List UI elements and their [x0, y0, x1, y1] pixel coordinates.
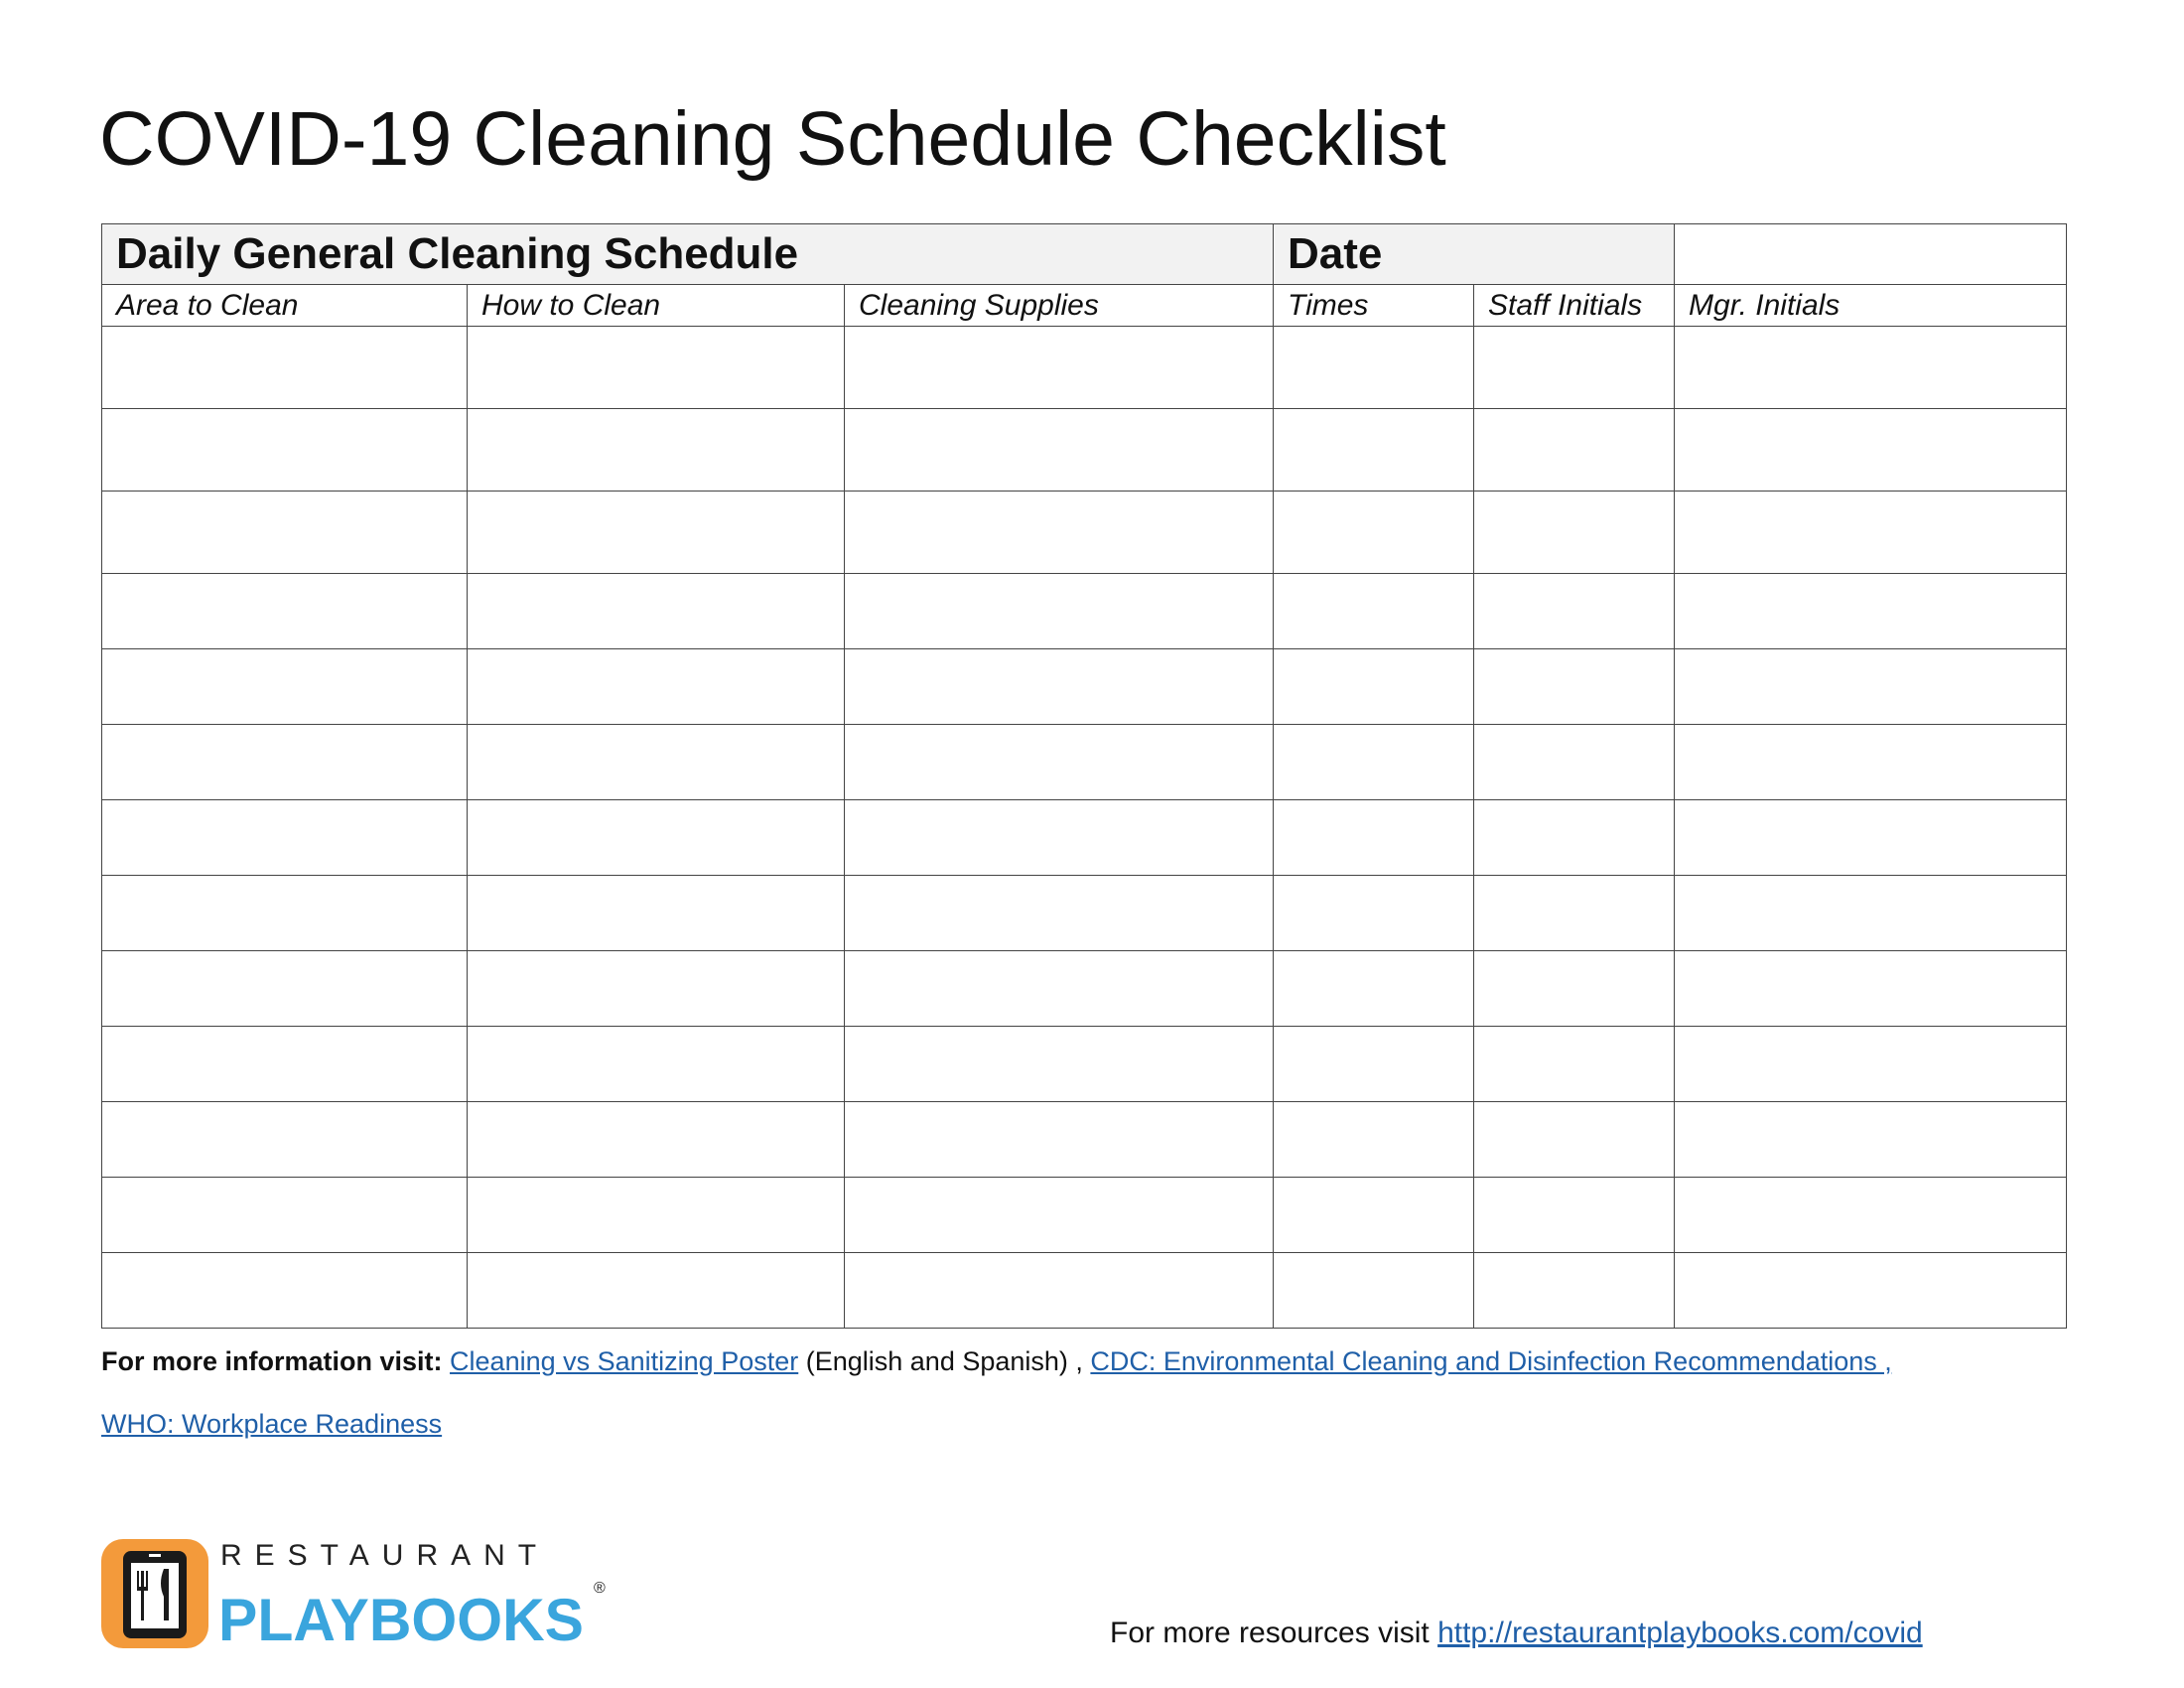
- table-cell[interactable]: [468, 951, 845, 1027]
- table-cell[interactable]: [845, 800, 1274, 876]
- logo-restaurant-text: RESTAURANT: [220, 1539, 550, 1572]
- table-cell[interactable]: [1474, 649, 1675, 725]
- table-row: [102, 492, 2067, 574]
- table-cell[interactable]: [468, 492, 845, 574]
- who-link[interactable]: WHO: Workplace Readiness: [101, 1409, 443, 1439]
- cleaning-vs-sanitizing-link[interactable]: Cleaning vs Sanitizing Poster: [450, 1346, 799, 1376]
- table-cell[interactable]: [1274, 800, 1474, 876]
- table-cell[interactable]: [468, 327, 845, 409]
- table-cell[interactable]: [468, 574, 845, 649]
- table-cell[interactable]: [1675, 1027, 2067, 1102]
- more-info-label: For more information visit:: [101, 1346, 443, 1376]
- table-cell[interactable]: [845, 492, 1274, 574]
- table-cell[interactable]: [845, 649, 1274, 725]
- table-row: [102, 951, 2067, 1027]
- table-cell[interactable]: [845, 409, 1274, 492]
- table-row: [102, 649, 2067, 725]
- table-cell[interactable]: [102, 876, 468, 951]
- table-row: [102, 409, 2067, 492]
- table-cell[interactable]: [845, 725, 1274, 800]
- resources-label: For more resources visit: [1110, 1617, 1438, 1649]
- table-cell[interactable]: [1474, 492, 1675, 574]
- table-cell[interactable]: [1474, 574, 1675, 649]
- column-header: How to Clean: [468, 285, 845, 327]
- table-cell[interactable]: [1274, 876, 1474, 951]
- table-cell[interactable]: [1474, 800, 1675, 876]
- table-cell[interactable]: [845, 876, 1274, 951]
- table-cell[interactable]: [102, 649, 468, 725]
- table-cell[interactable]: [1274, 409, 1474, 492]
- column-header: Times: [1274, 285, 1474, 327]
- table-cell[interactable]: [1274, 327, 1474, 409]
- column-header: Mgr. Initials: [1675, 285, 2067, 327]
- table-row: [102, 725, 2067, 800]
- table-cell[interactable]: [468, 1253, 845, 1329]
- table-cell[interactable]: [1474, 1102, 1675, 1178]
- table-cell[interactable]: [845, 1178, 1274, 1253]
- table-cell[interactable]: [1474, 951, 1675, 1027]
- table-row: [102, 327, 2067, 409]
- table-cell[interactable]: [1474, 876, 1675, 951]
- table-cell[interactable]: [468, 1027, 845, 1102]
- table-cell[interactable]: [1675, 492, 2067, 574]
- table-cell[interactable]: [1274, 1178, 1474, 1253]
- table-cell[interactable]: [1274, 1027, 1474, 1102]
- table-row: [102, 800, 2067, 876]
- table-cell[interactable]: [1675, 574, 2067, 649]
- table-cell[interactable]: [1675, 800, 2067, 876]
- table-cell[interactable]: [1675, 951, 2067, 1027]
- table-cell[interactable]: [468, 876, 845, 951]
- table-cell[interactable]: [468, 725, 845, 800]
- table-cell[interactable]: [102, 1102, 468, 1178]
- table-cell[interactable]: [102, 1253, 468, 1329]
- table-cell[interactable]: [1274, 649, 1474, 725]
- table-row: [102, 876, 2067, 951]
- table-cell[interactable]: [1675, 327, 2067, 409]
- table-cell[interactable]: [1675, 649, 2067, 725]
- table-cell[interactable]: [1675, 1102, 2067, 1178]
- table-cell[interactable]: [102, 1178, 468, 1253]
- restaurant-playbooks-logo: [101, 1535, 617, 1656]
- table-cell[interactable]: [1474, 725, 1675, 800]
- table-cell[interactable]: [1274, 951, 1474, 1027]
- table-cell[interactable]: [845, 1102, 1274, 1178]
- tablet-fork-knife-icon: [123, 1551, 187, 1638]
- table-cell[interactable]: [1675, 409, 2067, 492]
- column-header: Cleaning Supplies: [845, 285, 1274, 327]
- resources-line: [1110, 1617, 1923, 1650]
- date-field[interactable]: [1675, 224, 2067, 285]
- table-cell[interactable]: [1274, 1253, 1474, 1329]
- cdc-link[interactable]: CDC: Environmental Cleaning and Disinfection Recommendations ,: [1090, 1346, 1892, 1376]
- table-cell[interactable]: [102, 327, 468, 409]
- table-row: [102, 1178, 2067, 1253]
- column-header: Area to Clean: [102, 285, 468, 327]
- table-cell[interactable]: [1274, 492, 1474, 574]
- table-cell[interactable]: [1675, 1253, 2067, 1329]
- logo-playbooks-text: PLAYBOOKS: [218, 1587, 584, 1653]
- table-row: [102, 574, 2067, 649]
- column-header: Staff Initials: [1474, 285, 1675, 327]
- more-info-line: [101, 1346, 1892, 1377]
- section-title: Daily General Cleaning Schedule: [102, 224, 1274, 285]
- table-cell[interactable]: [1474, 327, 1675, 409]
- table-cell[interactable]: [468, 649, 845, 725]
- cleaning-schedule-table: [101, 223, 2067, 1329]
- table-cell[interactable]: [468, 800, 845, 876]
- table-cell[interactable]: [845, 1253, 1274, 1329]
- table-row: [102, 1102, 2067, 1178]
- table-cell[interactable]: [1474, 1027, 1675, 1102]
- resources-link[interactable]: http://restaurantplaybooks.com/covid: [1437, 1617, 1923, 1649]
- table-cell[interactable]: [468, 1178, 845, 1253]
- table-cell[interactable]: [845, 574, 1274, 649]
- table-cell[interactable]: [102, 409, 468, 492]
- table-cell[interactable]: [1274, 574, 1474, 649]
- table-cell[interactable]: [102, 951, 468, 1027]
- table-cell[interactable]: [102, 1027, 468, 1102]
- table-cell[interactable]: [1675, 725, 2067, 800]
- table-cell[interactable]: [102, 574, 468, 649]
- table-cell[interactable]: [468, 409, 845, 492]
- table-row: [102, 1027, 2067, 1102]
- table-cell[interactable]: [468, 1102, 845, 1178]
- table-cell[interactable]: [102, 800, 468, 876]
- table-cell[interactable]: [1474, 409, 1675, 492]
- date-label: Date: [1274, 224, 1675, 285]
- table-row: [102, 1253, 2067, 1329]
- table-cell[interactable]: [1274, 1102, 1474, 1178]
- link1-note: (English and Spanish) ,: [798, 1346, 1091, 1376]
- registered-mark: ®: [594, 1580, 606, 1597]
- table-cell[interactable]: [1675, 1178, 2067, 1253]
- table-cell[interactable]: [1474, 1253, 1675, 1329]
- table-cell[interactable]: [845, 1027, 1274, 1102]
- table-cell[interactable]: [845, 327, 1274, 409]
- table-cell[interactable]: [1675, 876, 2067, 951]
- table-cell[interactable]: [845, 951, 1274, 1027]
- page-title: COVID-19 Cleaning Schedule Checklist: [99, 96, 1446, 182]
- table-cell[interactable]: [102, 725, 468, 800]
- table-cell[interactable]: [1274, 725, 1474, 800]
- table-cell[interactable]: [102, 492, 468, 574]
- table-cell[interactable]: [1474, 1178, 1675, 1253]
